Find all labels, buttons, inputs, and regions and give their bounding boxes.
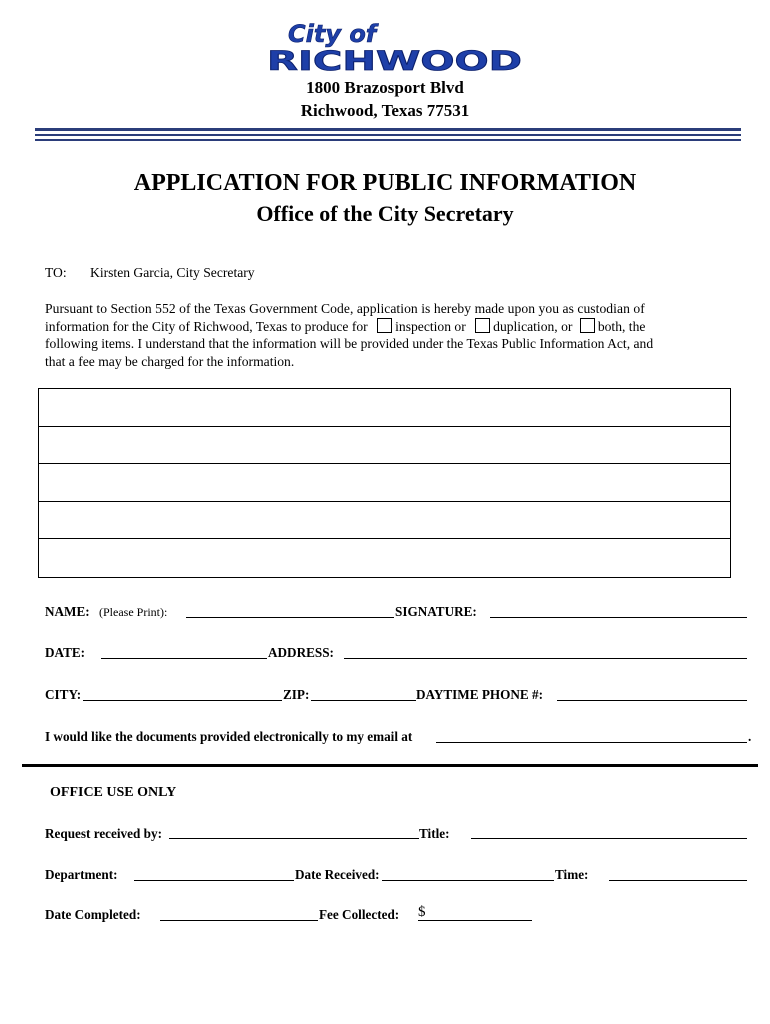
- name-field[interactable]: [186, 617, 394, 618]
- duplication-label: duplication, or: [493, 318, 573, 334]
- received-by-field[interactable]: [169, 838, 419, 839]
- email-field[interactable]: [436, 742, 747, 743]
- to-label: TO:: [45, 265, 67, 280]
- time-label: Time:: [555, 867, 589, 882]
- header-rule-bottom: [35, 139, 741, 141]
- address-label: ADDRESS:: [268, 645, 334, 660]
- request-paragraph: [45, 300, 726, 370]
- address-field[interactable]: [344, 658, 747, 659]
- city-field[interactable]: [83, 700, 282, 701]
- fee-collected-label: Fee Collected:: [319, 907, 400, 922]
- inspection-checkbox[interactable]: [377, 318, 392, 333]
- department-field[interactable]: [134, 880, 294, 881]
- zip-label: ZIP:: [283, 687, 310, 702]
- item-row-2[interactable]: [39, 427, 730, 465]
- item-row-3[interactable]: [39, 464, 730, 502]
- paragraph-line-1: Pursuant to Section 552 of the Texas Government Code, application is hereby made upon you as custodian of: [45, 301, 645, 316]
- time-field[interactable]: [609, 880, 747, 881]
- received-by-label: Request received by:: [45, 826, 162, 841]
- signature-label: SIGNATURE:: [395, 604, 477, 619]
- date-completed-label: Date Completed:: [45, 907, 141, 922]
- paragraph-line-3: following items. I understand that the information will be provided under the Texas Public Information Act, and: [45, 336, 654, 352]
- city-logo: [262, 18, 527, 74]
- date-label: DATE:: [45, 645, 86, 660]
- email-period: .: [748, 729, 752, 744]
- address-line-2: Richwood, Texas 77531: [300, 101, 470, 120]
- page-subtitle: Office of the City Secretary: [256, 201, 514, 226]
- zip-field[interactable]: [311, 700, 416, 701]
- fee-collected-field[interactable]: [418, 920, 532, 921]
- item-row-4[interactable]: [39, 502, 730, 540]
- both-checkbox[interactable]: [580, 318, 595, 333]
- email-text: I would like the documents provided electronically to my email at: [45, 729, 413, 744]
- both-label: both, the: [597, 318, 646, 334]
- header-rule-top: [35, 128, 741, 131]
- currency-symbol: $: [418, 904, 426, 920]
- city-label: CITY:: [45, 687, 82, 702]
- name-hint: (Please Print):: [99, 605, 168, 619]
- title-label: Title:: [419, 826, 450, 841]
- phone-field[interactable]: [557, 700, 747, 701]
- header-rule-middle: [35, 134, 741, 136]
- signature-field[interactable]: [490, 617, 747, 618]
- paragraph-line-2-text: information for the City of Richwood, Texas to produce for: [45, 318, 368, 334]
- title-field[interactable]: [471, 838, 747, 839]
- department-label: Department:: [45, 867, 118, 882]
- date-received-field[interactable]: [382, 880, 554, 881]
- logo-city-of: City of: [288, 20, 377, 48]
- paragraph-line-2: [45, 318, 726, 336]
- logo-richwood: RICHWOOD: [267, 46, 522, 74]
- phone-label: DAYTIME PHONE #:: [416, 687, 543, 702]
- item-row-5[interactable]: [39, 539, 730, 577]
- inspection-label: inspection or: [395, 318, 466, 334]
- office-use-heading: OFFICE USE ONLY: [50, 785, 177, 800]
- office-divider: [22, 764, 758, 767]
- duplication-checkbox[interactable]: [475, 318, 490, 333]
- date-received-label: Date Received:: [295, 867, 380, 882]
- date-field[interactable]: [101, 658, 267, 659]
- address-line-1: 1800 Brazosport Blvd: [306, 78, 464, 97]
- name-label: NAME:: [45, 604, 90, 619]
- requested-items-table: [38, 388, 731, 578]
- item-row-1[interactable]: [39, 389, 730, 427]
- to-value: Kirsten Garcia, City Secretary: [90, 265, 255, 280]
- date-completed-field[interactable]: [160, 920, 318, 921]
- paragraph-line-4: that a fee may be charged for the information.: [45, 353, 295, 369]
- page-title: APPLICATION FOR PUBLIC INFORMATION: [133, 170, 637, 196]
